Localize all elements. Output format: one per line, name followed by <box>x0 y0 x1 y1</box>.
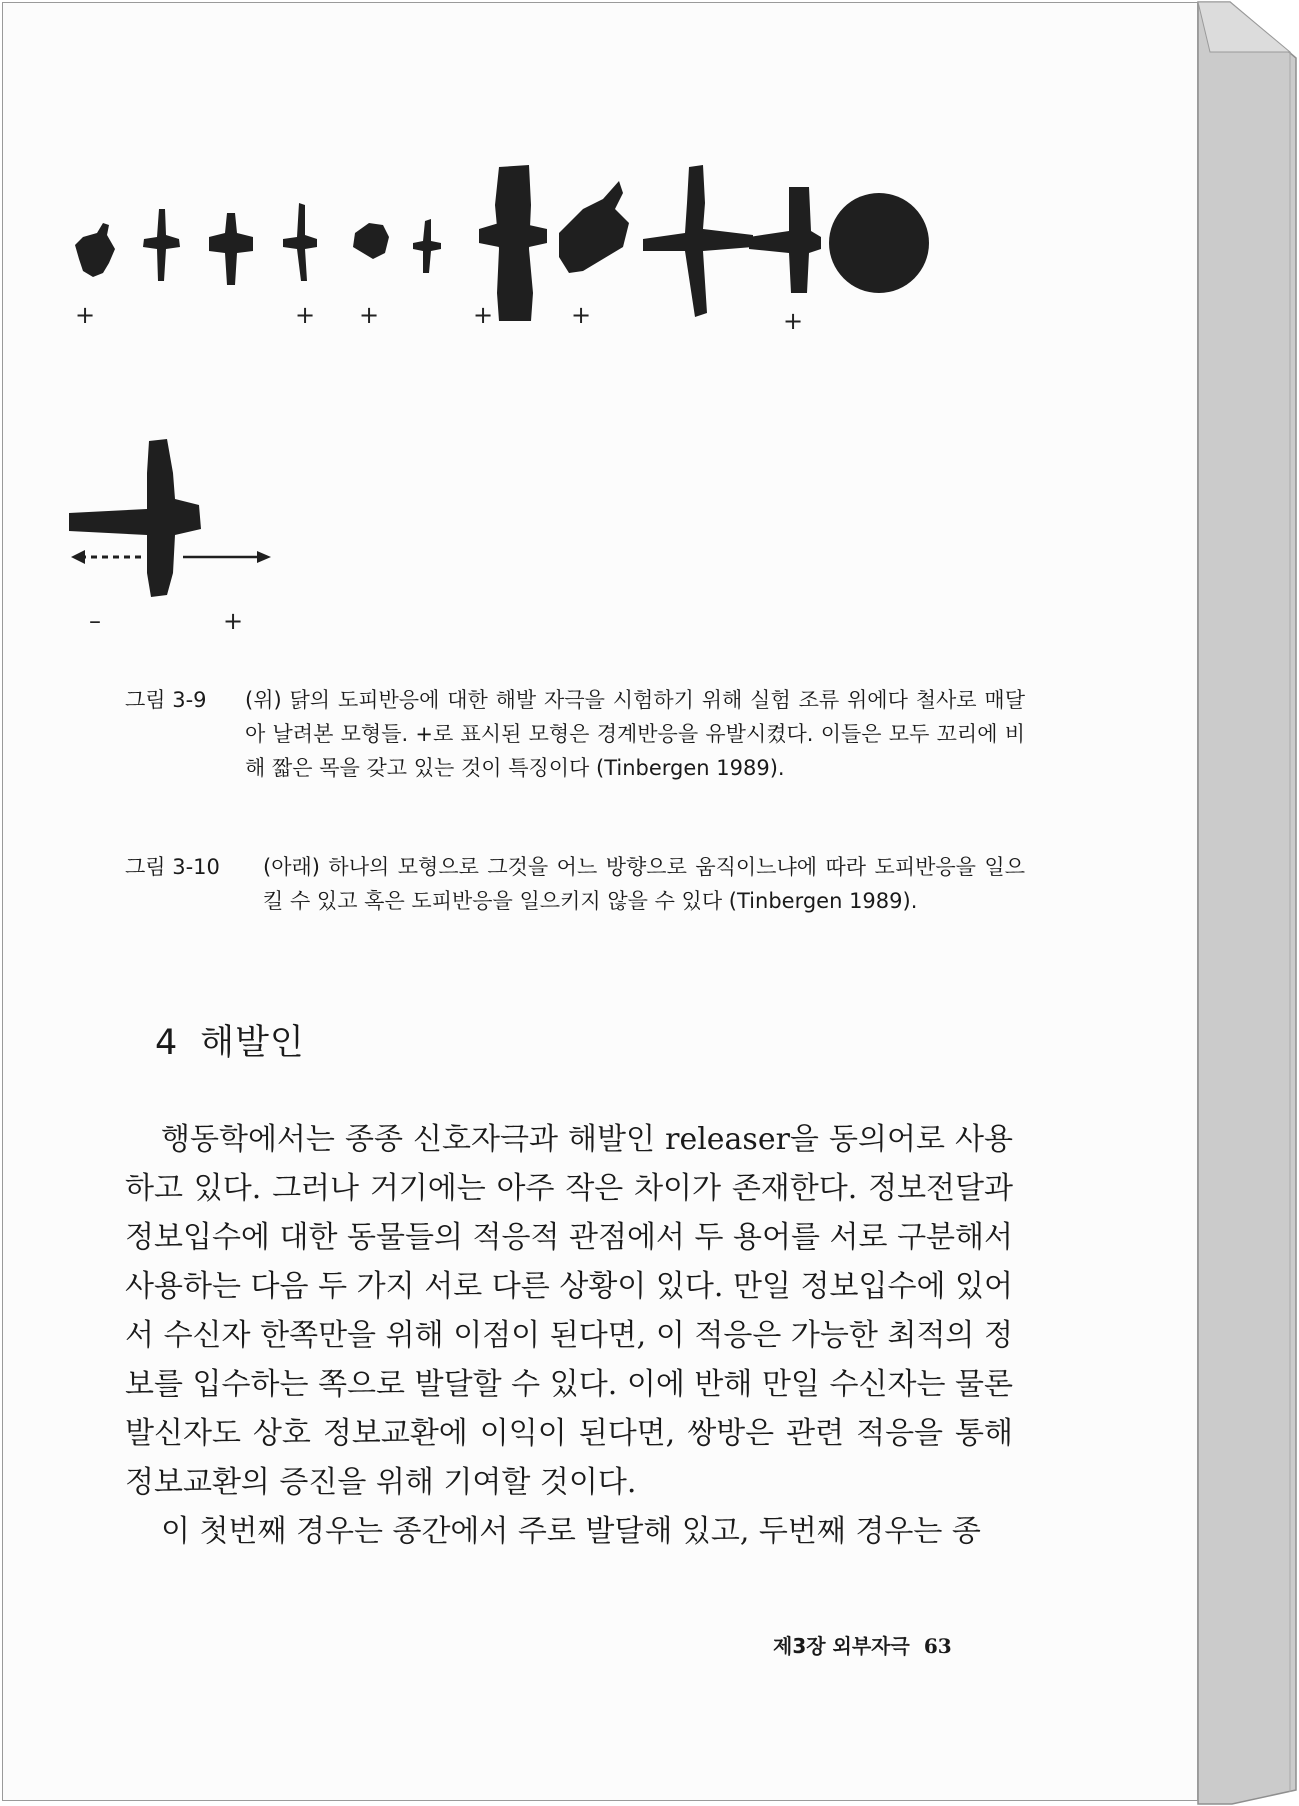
figure-3-10-model <box>63 433 333 653</box>
silhouette-10 <box>749 187 821 293</box>
caption-text: (위) 닭의 도피반응에 대한 해발 자극을 시험하기 위해 실험 조류 위에다 철사로 매달아 날려본 모형들. +로 표시된 모형은 경계반응을 유발시켰다. 이들은 모두 꼬리에 비해 짧은 목을 갖고 있는 것이 특징이다 (Tinbergen 1989). <box>245 688 1025 780</box>
figure-3-9-silhouettes <box>63 163 1083 403</box>
caption-label: 그림 3-10 <box>125 855 220 879</box>
caption-label: 그림 3-9 <box>125 688 207 712</box>
left-arrowhead <box>71 550 85 564</box>
paragraph-1: 행동학에서는 종종 신호자극과 해발인 releaser을 동의어로 사용하고 있다. 그러나 거기에는 아주 작은 차이가 존재한다. 정보전달과 정보입수에 대한 동물들의 적응적 관점에서 두 용어를 서로 구분해서 사용하는 다음 두 가지 서로 다른 상황이 있다. 만일 정보입수에 있어서 수신자 한쪽만을 위해 이점이 된다면, 이 적응은 가능한 최적의 정보를 입수하는 쪽으로 발달할 수 있다. 이에 반해 만일 수신자는 물론 발신자도 상호 정보교환에 이익이 된다면, 쌍방은 관련 적응을 통해 정보교환의 증진을 위해 기여할 것이다. <box>125 1122 1013 1500</box>
silhouette-5 <box>353 223 389 259</box>
silhouette-1 <box>75 223 115 277</box>
model-silhouette <box>69 439 201 597</box>
silhouette-2 <box>143 209 180 281</box>
mark-8: + <box>571 301 592 329</box>
silhouette-3 <box>209 213 253 285</box>
right-arrowhead <box>257 551 271 563</box>
silhouette-11-disc <box>829 193 929 293</box>
mark-4: + <box>295 301 316 329</box>
section-heading <box>155 1015 305 1065</box>
running-footer <box>773 1630 952 1659</box>
silhouette-6 <box>413 219 441 273</box>
silhouette-4 <box>283 203 317 281</box>
paragraph-2: 이 첫번째 경우는 종간에서 주로 발달해 있고, 두번째 경우는 종 <box>161 1514 981 1549</box>
figure-3-9-caption <box>125 683 1025 785</box>
mark-7: + <box>473 301 494 329</box>
chapter-title: 제3장 외부자극 <box>773 1634 910 1658</box>
silhouette-9 <box>643 165 753 317</box>
mark-10: + <box>783 307 804 335</box>
figure-3-10-caption <box>125 850 1025 918</box>
silhouette-7 <box>479 165 547 321</box>
body-text <box>125 1115 1013 1556</box>
left-mark: – <box>89 607 101 635</box>
book-page <box>2 2 1198 1801</box>
right-mark: + <box>223 607 244 635</box>
section-title: 해발인 <box>200 1023 305 1063</box>
silhouette-8 <box>559 181 629 273</box>
caption-text: (아래) 하나의 모형으로 그것을 어느 방향으로 움직이느냐에 따라 도피반응을 일으킬 수 있고 혹은 도피반응을 일으키지 않을 수 있다 (Tinbergen 1989). <box>263 855 1025 913</box>
mark-1: + <box>75 301 96 329</box>
page-number: 63 <box>923 1634 952 1658</box>
mark-5: + <box>359 301 380 329</box>
section-number: 4 <box>155 1023 179 1063</box>
